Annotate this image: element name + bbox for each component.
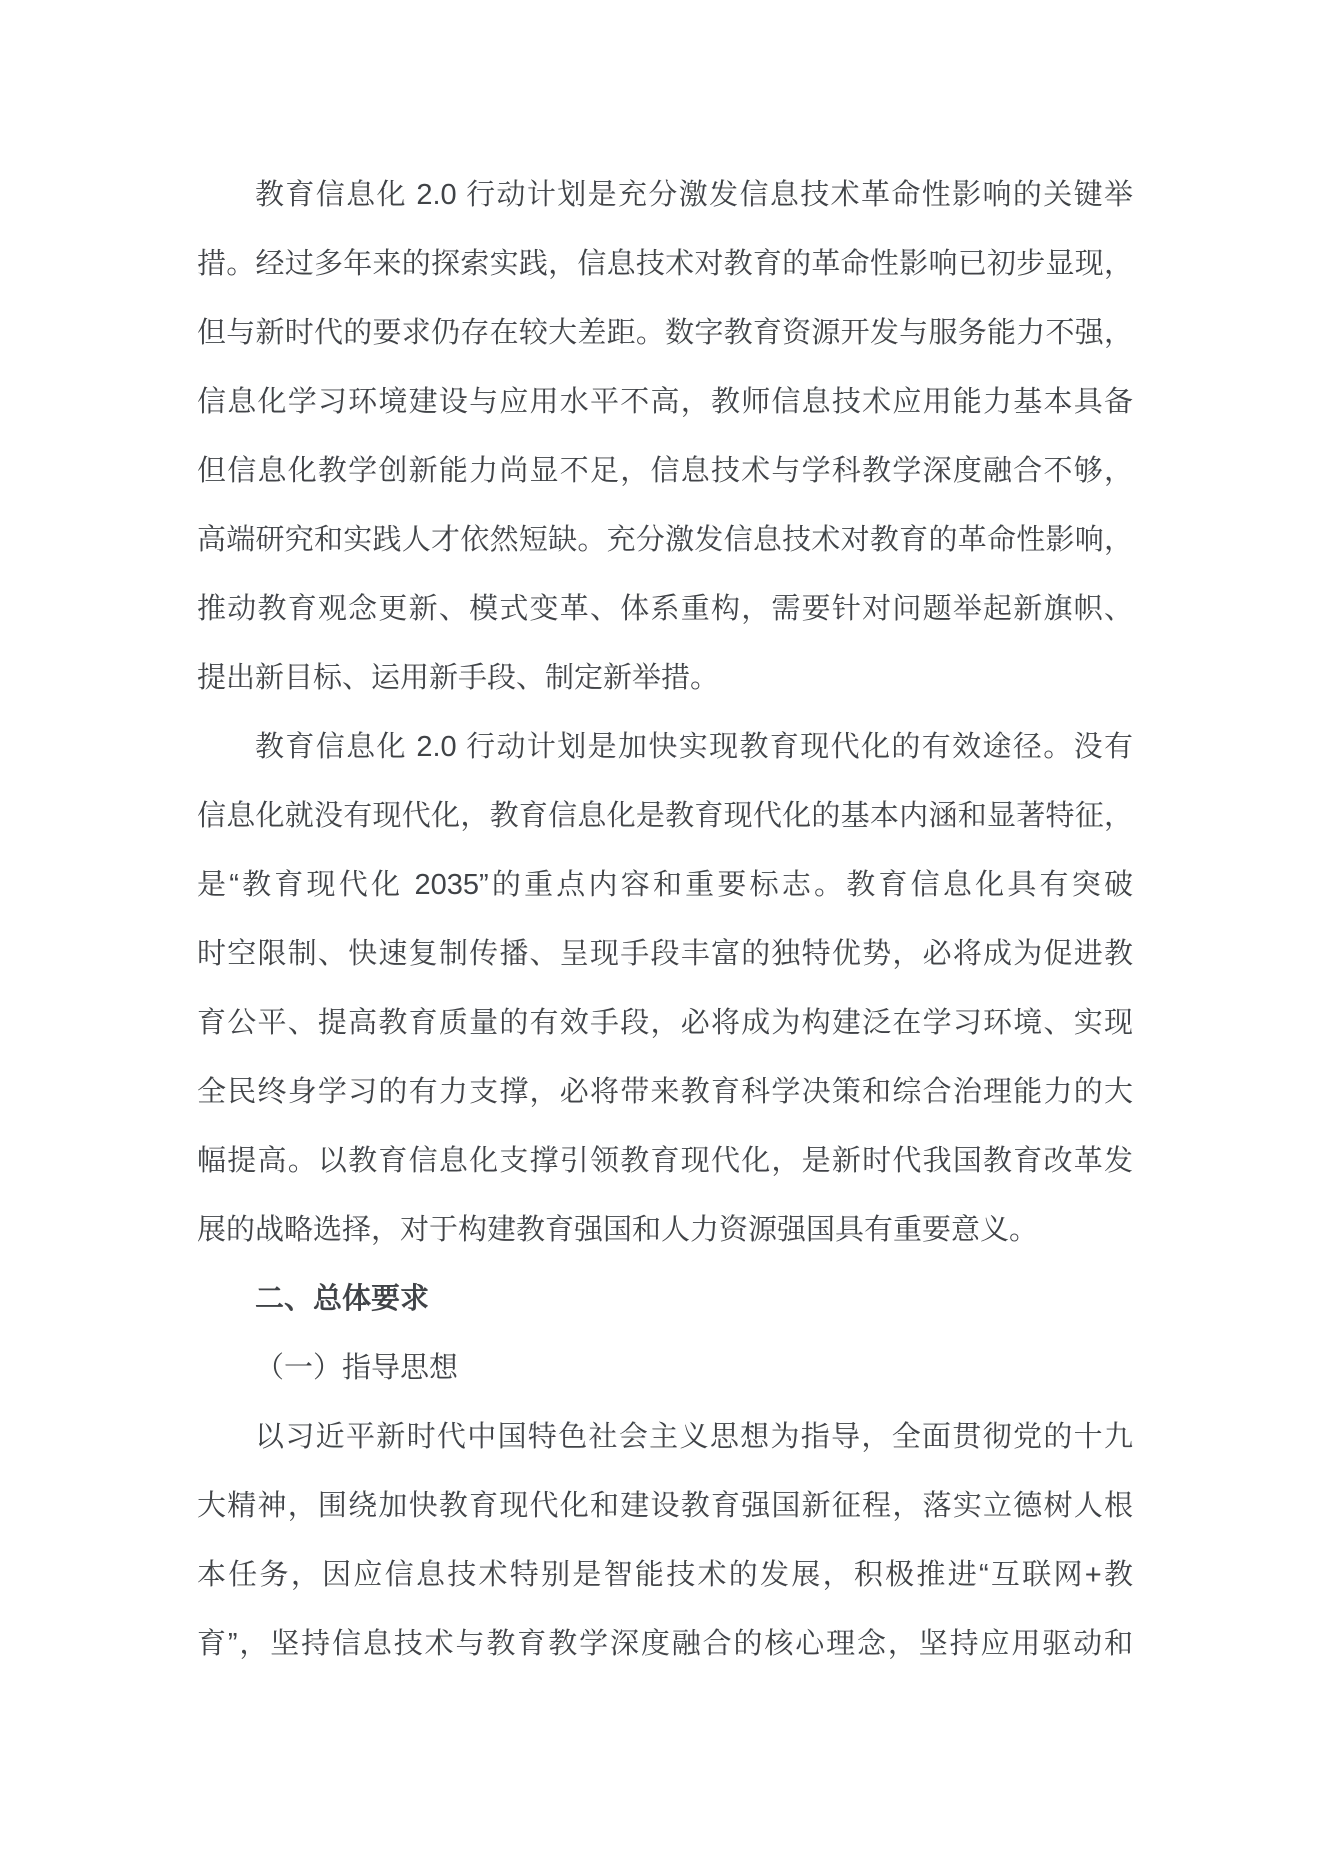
text-line: 幅提高。以教育信息化支撑引领教育现代化，是新时代我国教育改革发 xyxy=(197,1145,1133,1177)
text-line: 信息化就没有现代化，教育信息化是教育现代化的基本内涵和显著特征， xyxy=(197,800,1133,832)
text-line: 但信息化教学创新能力尚显不足，信息技术与学科教学深度融合不够， xyxy=(197,455,1133,487)
text-line: 以习近平新时代中国特色社会主义思想为指导，全面贯彻党的十九 xyxy=(255,1421,1133,1453)
text-line: 是“教育现代化 2035”的重点内容和重要标志。教育信息化具有突破 xyxy=(197,869,1133,901)
text-line: 育公平、提高教育质量的有效手段，必将成为构建泛在学习环境、实现 xyxy=(197,1007,1133,1039)
text-line: 措。经过多年来的探索实践，信息技术对教育的革命性影响已初步显现， xyxy=(197,248,1133,280)
text-line: 育”，坚持信息技术与教育教学深度融合的核心理念，坚持应用驱动和 xyxy=(197,1628,1133,1660)
text-line: 提出新目标、运用新手段、制定新举措。 xyxy=(197,662,720,694)
paragraph-3 xyxy=(197,1403,1133,1679)
document-body xyxy=(197,161,1133,1679)
heading-section-2 xyxy=(197,1265,1133,1334)
text-line: 教育信息化 2.0 行动计划是加快实现教育现代化的有效途径。没有 xyxy=(255,731,1133,763)
paragraph-1 xyxy=(197,161,1133,713)
text-line: 高端研究和实践人才依然短缺。充分激发信息技术对教育的革命性影响， xyxy=(197,524,1133,556)
subheading-2-1 xyxy=(197,1334,1133,1403)
text-line: 全民终身学习的有力支撑，必将带来教育科学决策和综合治理能力的大 xyxy=(197,1076,1133,1108)
text-line: 推动教育观念更新、模式变革、体系重构，需要针对问题举起新旗帜、 xyxy=(197,593,1133,625)
text-line: 展的战略选择，对于构建教育强国和人力资源强国具有重要意义。 xyxy=(197,1214,1039,1246)
paragraph-2 xyxy=(197,713,1133,1265)
text-line: 信息化学习环境建设与应用水平不高，教师信息技术应用能力基本具备 xyxy=(197,386,1133,418)
text-line: 大精神，围绕加快教育现代化和建设教育强国新征程，落实立德树人根 xyxy=(197,1490,1133,1522)
subsection-heading: （一）指导思想 xyxy=(255,1352,459,1384)
text-line: 但与新时代的要求仍存在较大差距。数字教育资源开发与服务能力不强， xyxy=(197,317,1133,349)
text-line: 时空限制、快速复制传播、呈现手段丰富的独特优势，必将成为促进教 xyxy=(197,938,1133,970)
text-line: 本任务，因应信息技术特别是智能技术的发展，积极推进“互联网+教 xyxy=(197,1559,1133,1591)
section-heading: 二、总体要求 xyxy=(255,1283,430,1315)
text-line: 教育信息化 2.0 行动计划是充分激发信息技术革命性影响的关键举 xyxy=(255,179,1133,211)
